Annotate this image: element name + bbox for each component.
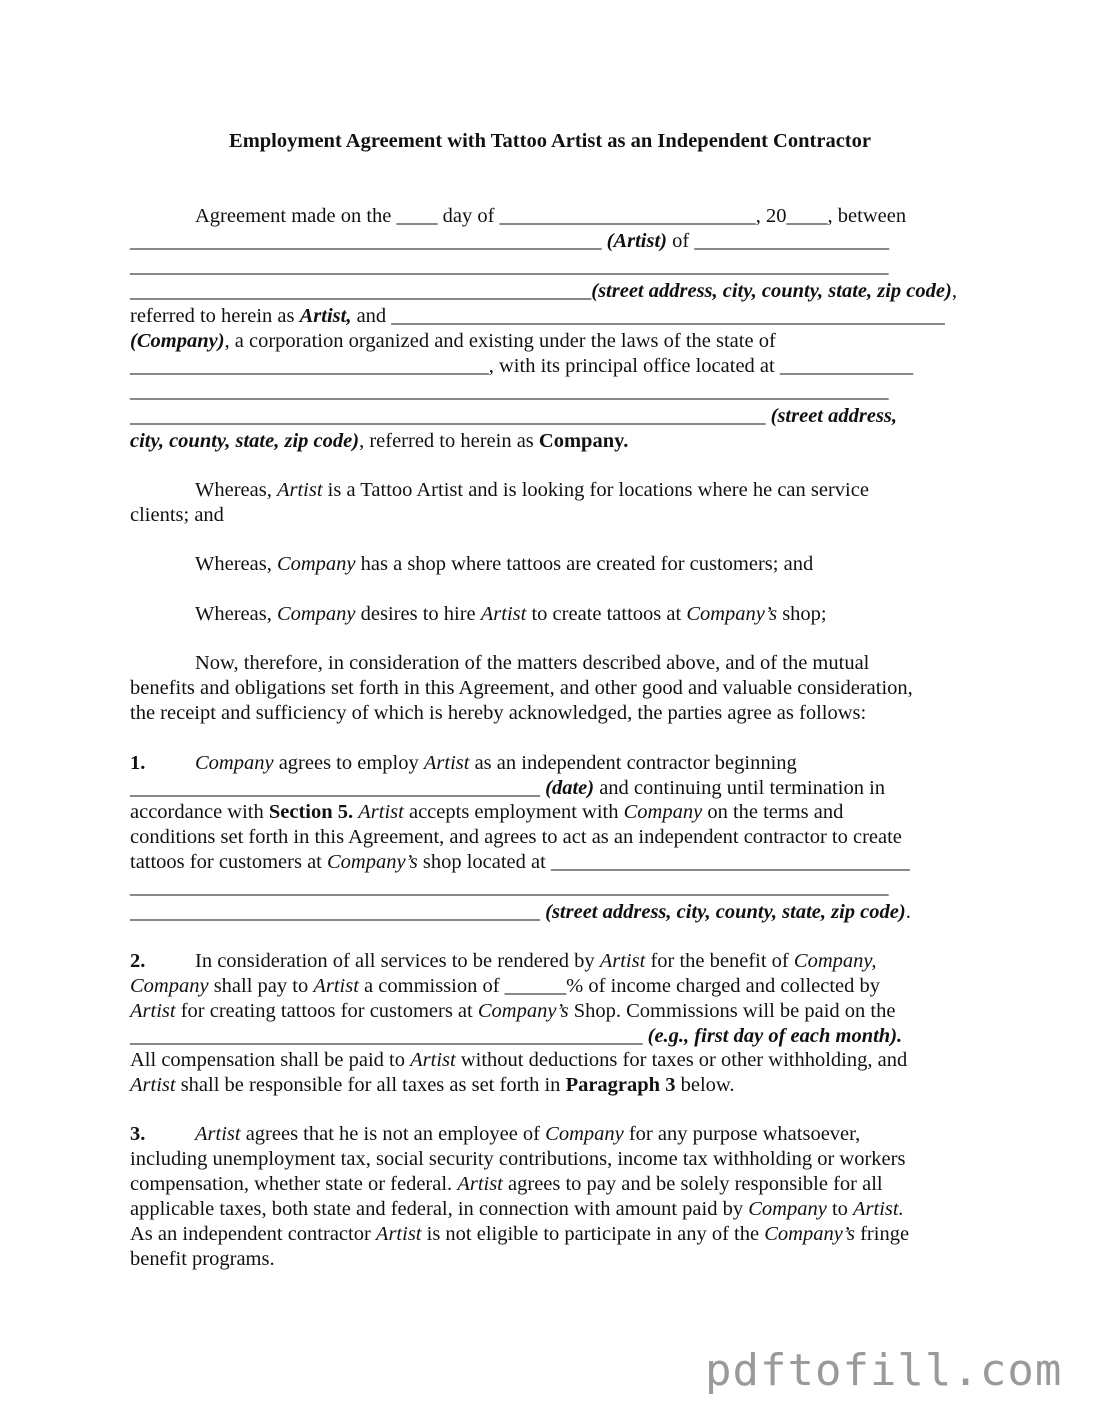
section-1-number: 1. [130,752,146,774]
section-2-line-6: Artist shall be responsible for all taxes as set forth in Paragraph 3 below. [130,1074,735,1096]
intro-line-6: (Company), a corporation organized and existing under the laws of the state of [130,330,776,352]
document-title: Employment Agreement with Tattoo Artist as an Independent Contractor [229,130,871,152]
intro-line-2: ______________________________________________ (Artist) of ___________________ [130,230,890,252]
section-3-number: 3. [130,1123,146,1145]
section-3-line-4: applicable taxes, both state and federal, in connection with amount paid by Company to Artist. [130,1198,904,1220]
section-1-line-5: tattoos for customers at Company’s shop located at ___________________________________ [130,851,910,873]
section-2-number: 2. [130,950,146,972]
section-3-line-3: compensation, whether state or federal. Artist agrees to pay and be solely responsible for all [130,1173,883,1195]
intro-line-10: city, county, state, zip code), referred to herein as Company. [130,430,629,452]
section-3-line-6: benefit programs. [130,1248,275,1270]
whereas-1-line-2: clients; and [130,504,224,526]
section-2-line-2: Company shall pay to Artist a commission of ______% of income charged and collected by [130,975,881,997]
section-1-line-7: ________________________________________ (street address, city, county, state, zip code). [130,901,911,923]
intro-line-3: __________________________________________________________________________ [130,255,889,277]
section-3-line-2: including unemployment tax, social security contributions, income tax withholding or workers [130,1148,906,1170]
section-2-line-3: Artist for creating tattoos for customers at Company’s Shop. Commissions will be paid on the [130,1000,896,1022]
whereas-3: Whereas, Company desires to hire Artist to create tattoos at Company’s shop; [195,603,827,625]
intro-line-7: ___________________________________, with its principal office located at _____________ [130,355,914,377]
intro-line-8: __________________________________________________________________________ [130,380,889,402]
whereas-1-line-1: Whereas, Artist is a Tattoo Artist and is looking for locations where he can service [195,479,869,501]
now-line-1: Now, therefore, in consideration of the matters described above, and of the mutual [195,652,870,674]
section-3-line-5: As an independent contractor Artist is not eligible to participate in any of the Company’s fringe [130,1223,910,1245]
section-1-line-4: conditions set forth in this Agreement, and agrees to act as an independent contractor to create [130,826,902,848]
section-1-line-1: 1. Company agrees to employ Artist as an independent contractor beginning [130,752,797,774]
section-2-line-5: All compensation shall be paid to Artist without deductions for taxes or other withholding, and [130,1049,908,1071]
section-1-line-6: __________________________________________________________________________ [130,876,889,898]
intro-line-4: _____________________________________________(street address, city, county, state, zip code), [130,280,957,302]
section-1-line-3: accordance with Section 5. Artist accepts employment with Company on the terms and [130,801,844,823]
section-2-line-4: __________________________________________________ (e.g., first day of each month). [130,1025,903,1047]
now-line-3: the receipt and sufficiency of which is hereby acknowledged, the parties agree as follows: [130,702,867,724]
intro-line-5: referred to herein as Artist, and ______________________________________________________ [130,305,945,327]
section-3-line-1: 3. Artist agrees that he is not an employee of Company for any purpose whatsoever, [130,1123,861,1145]
section-1-line-2: ________________________________________ (date) and continuing until termination in [130,777,886,799]
intro-line-1: Agreement made on the ____ day of _________________________, 20____, between [195,205,907,227]
watermark: pdftofill.com [705,1345,1063,1396]
now-line-2: benefits and obligations set forth in this Agreement, and other good and valuable consideration, [130,677,913,699]
section-2-line-1: 2. In consideration of all services to be rendered by Artist for the benefit of Company, [130,950,877,972]
intro-line-9: ______________________________________________________________ (street address, [130,405,898,427]
whereas-2: Whereas, Company has a shop where tattoos are created for customers; and [195,553,814,575]
